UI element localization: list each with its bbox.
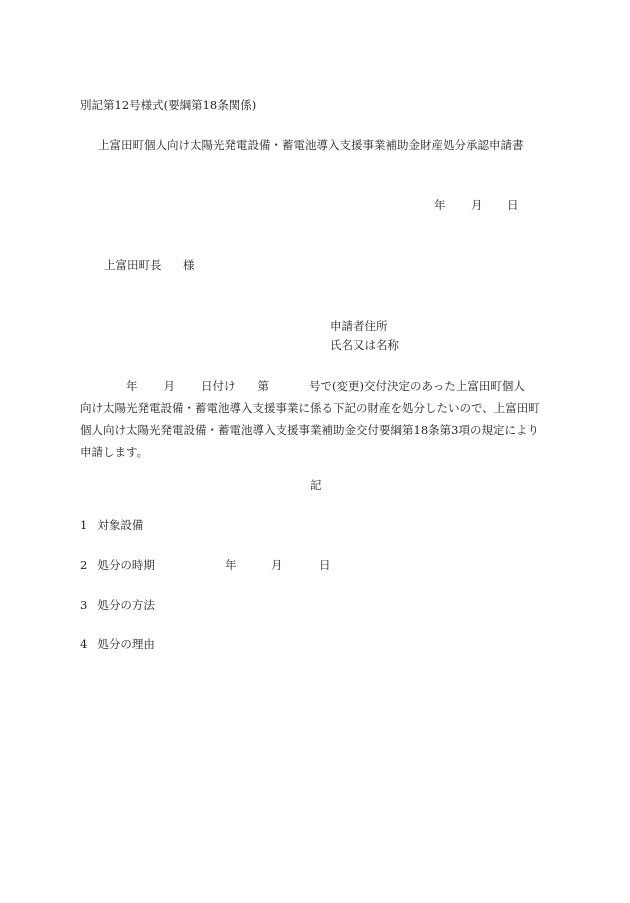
item-number: 2: [80, 558, 88, 572]
ki-heading: 記: [310, 478, 322, 492]
item-4: [80, 636, 155, 652]
body-paragraph: [80, 375, 555, 463]
item-3: [80, 597, 155, 613]
applicant-address-label: 申請者住所: [330, 319, 388, 333]
body-day-of-label: 日付け: [201, 379, 236, 393]
item-2: [80, 557, 155, 573]
form-label: 別記第12号様式(要綱第18条関係): [80, 98, 257, 112]
item-number: 1: [80, 518, 88, 532]
date-year-label: 年: [434, 198, 446, 212]
item-label: 処分の時期: [97, 558, 155, 572]
date-month-label: 月: [471, 198, 483, 212]
body-line-3: 個人向け太陽光発電設備・蓄電池導入支援事業補助金交付要綱第18条第3項の規定により: [80, 423, 539, 437]
item-2-month-label: 月: [271, 558, 283, 572]
body-line-1-text: 号で(変更)交付決定のあった上富田町個人: [309, 379, 525, 393]
document-title: 上富田町個人向け太陽光発電設備・蓄電池導入支援事業補助金財産処分承認申請書: [98, 138, 524, 152]
item-number: 3: [80, 598, 88, 612]
body-month-label: 月: [163, 379, 175, 393]
body-year-label: 年: [126, 379, 138, 393]
body-line-4: 申請します。: [80, 445, 149, 459]
item-label: 対象設備: [97, 518, 144, 532]
item-1: [80, 517, 143, 533]
item-2-year-label: 年: [225, 558, 237, 572]
addressee-honorific: 様: [183, 258, 195, 272]
item-label: 処分の理由: [97, 637, 155, 651]
item-2-day-label: 日: [319, 558, 331, 572]
addressee-name: 上富田町長: [104, 258, 162, 272]
body-number-label: 第: [257, 379, 269, 393]
date-day-label: 日: [507, 198, 519, 212]
body-line-2: 向け太陽光発電設備・蓄電池導入支援事業に係る下記の財産を処分したいので、上富田町: [80, 401, 540, 415]
item-number: 4: [80, 637, 88, 651]
item-label: 処分の方法: [97, 598, 155, 612]
applicant-name-label: 氏名又は名称: [330, 338, 399, 352]
body-line-1: [80, 375, 555, 397]
